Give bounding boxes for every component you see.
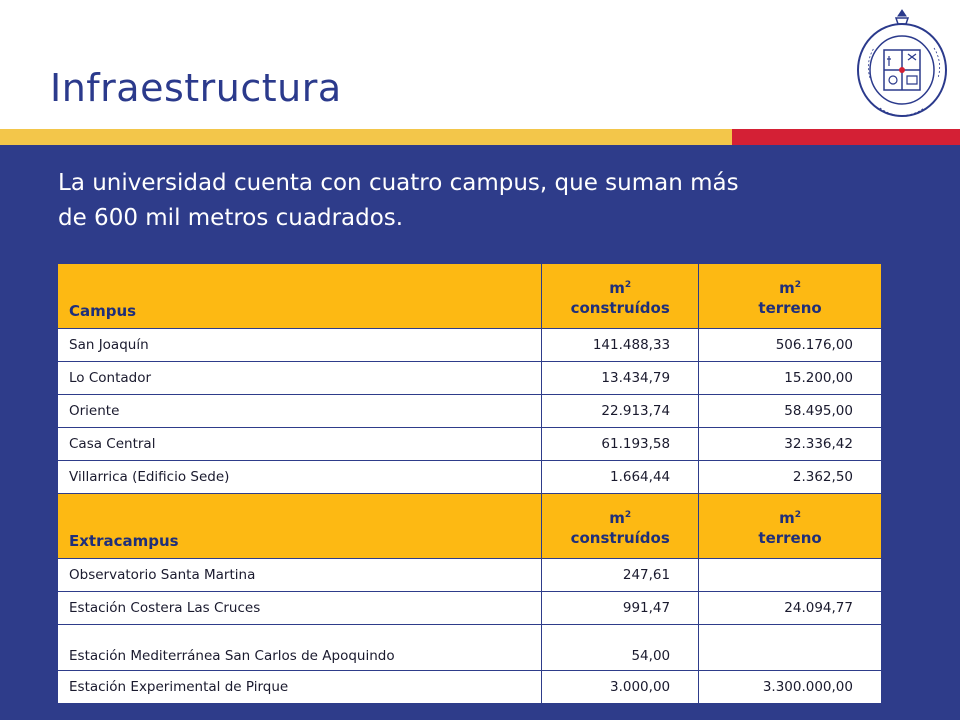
- table-row: [58, 671, 882, 704]
- header-red-bar: [732, 129, 960, 145]
- extracampus-header-row: [58, 494, 882, 559]
- site-name: Estación Mediterránea San Carlos de Apoquindo: [58, 625, 542, 671]
- built-area: 141.488,33: [542, 329, 699, 362]
- infrastructure-table: [57, 263, 882, 704]
- land-area: 15.200,00: [699, 362, 882, 395]
- land-area: 24.094,77: [699, 592, 882, 625]
- built-area: 13.434,79: [542, 362, 699, 395]
- header-yellow-bar: [0, 129, 732, 145]
- land-area: [699, 559, 882, 592]
- site-name: Estación Experimental de Pirque: [58, 671, 542, 704]
- table-row: [58, 428, 882, 461]
- campus-header-row: [58, 264, 882, 329]
- table-row: [58, 395, 882, 428]
- built-area-column-header: $m^2$ construídos: [542, 494, 699, 559]
- campus-name: Lo Contador: [58, 362, 542, 395]
- built-area: 54,00: [542, 625, 699, 671]
- intro-line-2: de 600 mil metros cuadrados.: [58, 205, 404, 231]
- extracampus-column-header: Extracampus: [58, 494, 542, 559]
- land-area: 58.495,00: [699, 395, 882, 428]
- campus-name: Oriente: [58, 395, 542, 428]
- built-area: 247,61: [542, 559, 699, 592]
- table-row: [58, 625, 882, 671]
- campus-column-header: Campus: [58, 264, 542, 329]
- campus-name: San Joaquín: [58, 329, 542, 362]
- built-area: 1.664,44: [542, 461, 699, 494]
- slide-header: [0, 0, 960, 130]
- table-row: [58, 329, 882, 362]
- land-area: 3.300.000,00: [699, 671, 882, 704]
- built-area-column-header: $m^2$ construídos: [542, 264, 699, 329]
- university-seal-icon: [856, 8, 948, 120]
- table-row: [58, 559, 882, 592]
- intro-text: [58, 166, 878, 236]
- intro-line-1: La universidad cuenta con cuatro campus, que suman más: [58, 170, 739, 196]
- built-area: 61.193,58: [542, 428, 699, 461]
- table-row: [58, 362, 882, 395]
- campus-name: Villarrica (Edificio Sede): [58, 461, 542, 494]
- slide-title: Infraestructura: [50, 66, 342, 110]
- table-row: [58, 461, 882, 494]
- campus-name: Casa Central: [58, 428, 542, 461]
- land-area: 2.362,50: [699, 461, 882, 494]
- site-name: Observatorio Santa Martina: [58, 559, 542, 592]
- land-area: 32.336,42: [699, 428, 882, 461]
- built-area: 22.913,74: [542, 395, 699, 428]
- land-area-column-header: $m^2$ terreno: [699, 264, 882, 329]
- table-row: [58, 592, 882, 625]
- built-area: 3.000,00: [542, 671, 699, 704]
- land-area-column-header: $m^2$ terreno: [699, 494, 882, 559]
- site-name: Estación Costera Las Cruces: [58, 592, 542, 625]
- built-area: 991,47: [542, 592, 699, 625]
- land-area: [699, 625, 882, 671]
- land-area: 506.176,00: [699, 329, 882, 362]
